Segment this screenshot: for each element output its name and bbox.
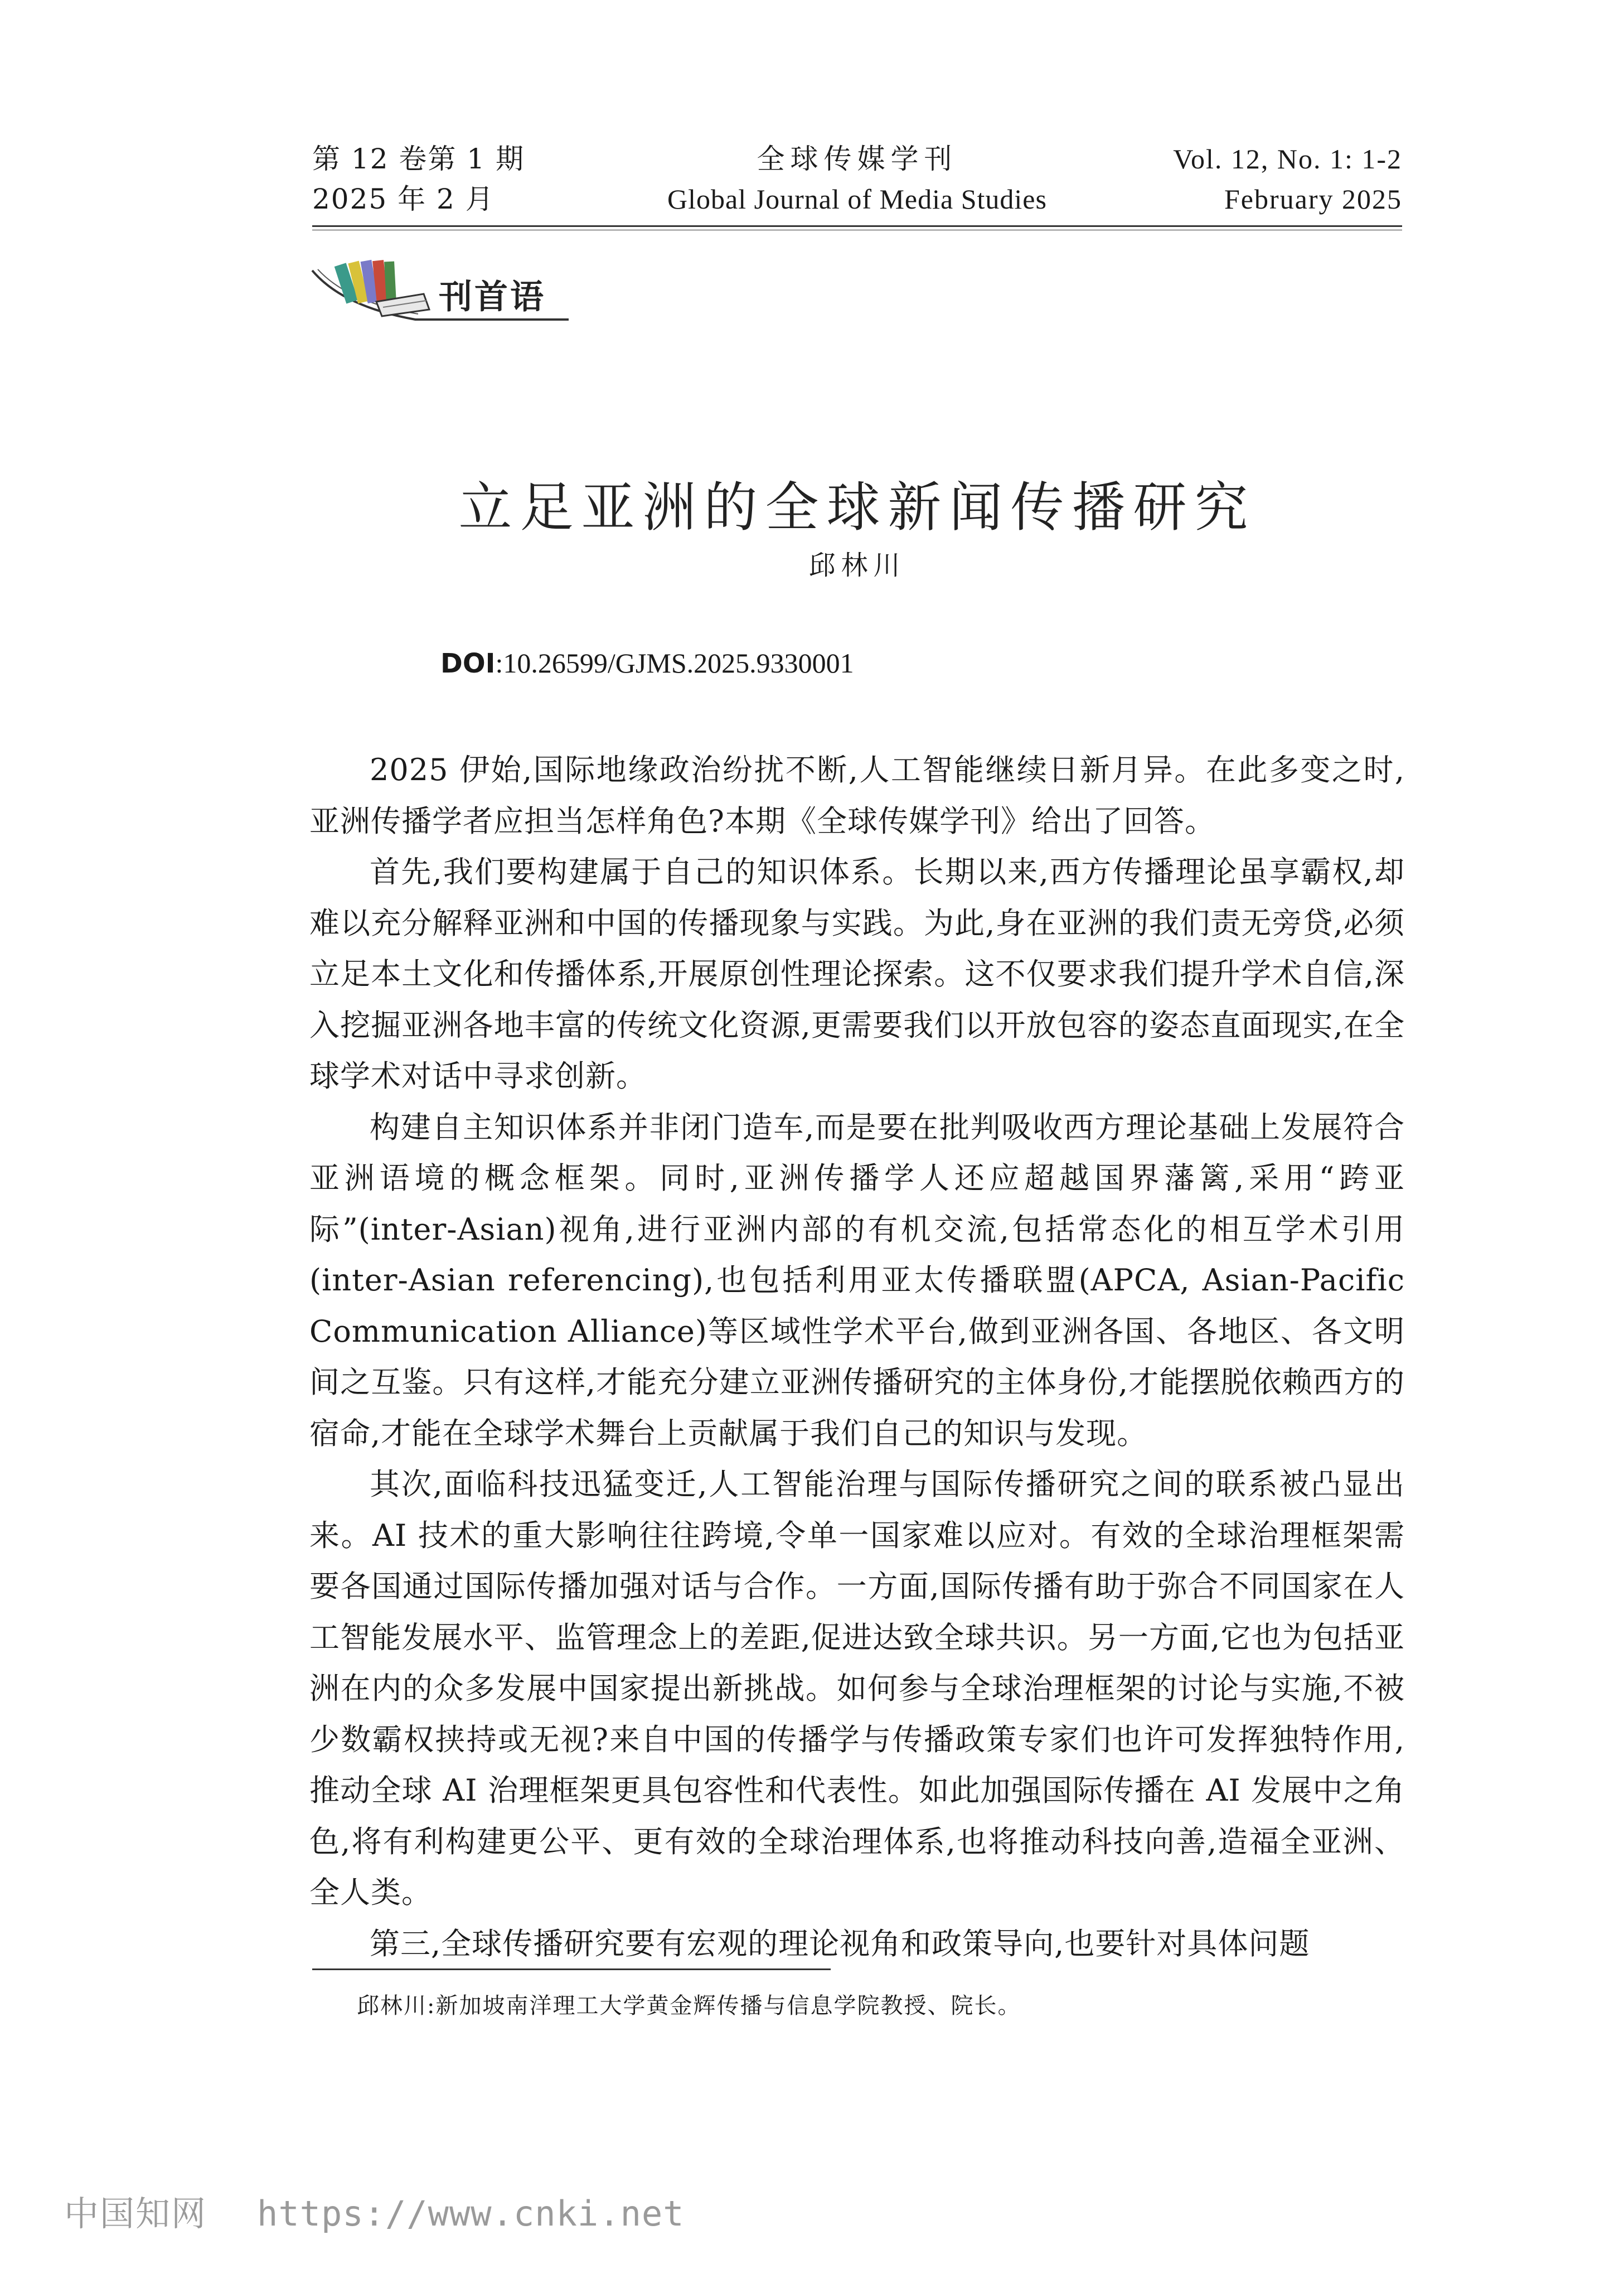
date-cn: 2025 年 2 月 <box>312 183 495 215</box>
doi-line <box>440 647 854 679</box>
journal-name-en: Global Journal of Media Studies <box>667 183 1047 215</box>
volume-en: Vol. 12, No. 1: 1-2 <box>1173 143 1402 175</box>
paragraph: 其次,面临科技迅猛变迁,人工智能治理与国际传播研究之间的联系被凸显出来。AI 技术的重大影响往往跨境,令单一国家难以应对。有效的全球治理框架需要各国通过国际传播加强对话与合作。一方面,国际传播有助于弥合不同国家在人工智能发展水平、监管理念上的差距,促进达致全球共识。另一方面,它也为包括亚洲在内的众多发展中国家提出新挑战。如何参与全球治理框架的讨论与实施,不被少数霸权挟持或无视?来自中国的传播学与传播政策专家们也许可发挥独特作用,推动全球 AI 治理框架更具包容性和代表性。如此加强国际传播在 AI 发展中之角色,将有利构建更公平、更有效的全球治理体系,也将推动科技向善,造福全亚洲、全人类。 <box>309 1467 1405 1910</box>
watermark-logo: 中国知网 <box>64 2193 207 2234</box>
paragraph: 第三,全球传播研究要有宏观的理论视角和政策导向,也要针对具体问题 <box>370 1926 1310 1961</box>
footnote-rule <box>312 1968 831 1970</box>
header-rule <box>312 225 1402 227</box>
doi-label: DOI <box>440 648 496 679</box>
date-en: February 2025 <box>1224 183 1402 215</box>
article-body <box>309 744 1405 1969</box>
paragraph: 2025 伊始,国际地缘政治纷扰不断,人工智能继续日新月异。在此多变之时,亚洲传播学者应担当怎样角色?本期《全球传媒学刊》给出了回答。 <box>309 752 1405 839</box>
section-label: 刊首语 <box>439 278 546 317</box>
paragraph: 首先,我们要构建属于自己的知识体系。长期以来,西方传播理论虽享霸权,却难以充分解释亚洲和中国的传播现象与实践。为此,身在亚洲的我们责无旁贷,必须立足本土文化和传播体系,开展原创性理论探索。这不仅要求我们提升学术自信,深入挖掘亚洲各地丰富的传统文化资源,更需要我们以开放包容的姿态直面现实,在全球学术对话中寻求创新。 <box>309 854 1405 1094</box>
author-footnote: 邱林川:新加坡南洋理工大学黄金辉传播与信息学院教授、院长。 <box>357 1993 1021 2019</box>
paragraph: 构建自主知识体系并非闭门造车,而是要在批判吸收西方理论基础上发展符合亚洲语境的概念框架。同时,亚洲传播学人还应超越国界藩篱,采用“跨亚际”(inter-Asian)视角,进行亚洲内部的有机交流,包括常态化的相互学术引用(inter-Asian referencing),也包括利用亚太传播联盟(APCA, Asian-Pacific Communication Alliance)等区域性学术平台,做到亚洲各国、各地区、各文明间之互鉴。只有这样,才能充分建立亚洲传播研究的主体身份,才能摆脱依赖西方的宿命,才能在全球学术舞台上贡献属于我们自己的知识与发现。 <box>309 1109 1405 1451</box>
article-title: 立足亚洲的全球新闻传播研究 <box>458 476 1256 539</box>
doi-value: :10.26599/GJMS.2025.9330001 <box>495 647 854 679</box>
cnki-watermark <box>64 2186 685 2236</box>
section-tag <box>309 254 571 332</box>
article-author: 邱林川 <box>808 550 906 581</box>
watermark-url: https://www.cnki.net <box>257 2193 685 2234</box>
running-header <box>312 137 1402 222</box>
volume-cn: 第 12 卷第 1 期 <box>312 143 525 175</box>
journal-name-cn: 全球传媒学刊 <box>757 143 958 175</box>
